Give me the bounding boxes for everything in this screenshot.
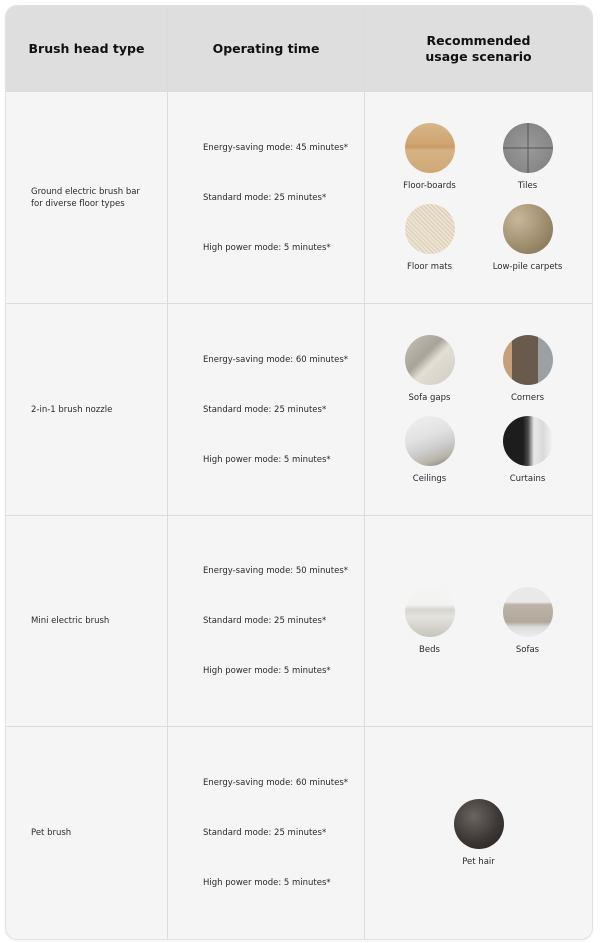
scenario-sofa-gaps xyxy=(381,335,479,404)
brush-head-type-cell xyxy=(6,92,168,303)
energy-saving-time: Energy-saving mode: 45 minutes* xyxy=(203,142,349,153)
high-power-time: High power mode: 5 minutes* xyxy=(203,242,331,253)
ceilings-image xyxy=(405,416,455,466)
high-power-time: High power mode: 5 minutes* xyxy=(203,878,331,888)
scenario-curtains xyxy=(479,416,577,485)
curtains-image xyxy=(503,416,553,466)
scenario-beds xyxy=(381,587,479,656)
energy-saving-time: Energy-saving mode: 60 minutes* xyxy=(203,778,349,788)
scenario-label: Ceilings xyxy=(412,473,447,484)
standard-time: Standard mode: 25 minutes* xyxy=(203,192,327,203)
header-recommended-usage: Recommended usage scenario xyxy=(425,32,532,64)
scenario-low-pile-carpets xyxy=(479,204,577,273)
usage-scenario-cell xyxy=(365,304,592,515)
scenario-label: Beds xyxy=(419,644,440,655)
standard-time: Standard mode: 25 minutes* xyxy=(203,404,327,415)
high-power-time: High power mode: 5 minutes* xyxy=(203,454,331,465)
brush-head-type: 2-in-1 brush nozzle xyxy=(31,404,113,415)
scenario-label: Tiles xyxy=(517,180,538,191)
scenario-label: Low-pile carpets xyxy=(492,261,563,272)
scenario-ceilings xyxy=(381,416,479,485)
low-pile-carpets-image xyxy=(503,204,553,254)
scenario-pet-hair xyxy=(430,799,528,868)
brush-head-type: Pet brush xyxy=(31,828,72,838)
standard-time: Standard mode: 25 minutes* xyxy=(203,828,327,838)
table-row xyxy=(6,92,592,304)
scenario-label: Pet hair xyxy=(462,856,495,867)
brush-head-type-cell xyxy=(6,304,168,515)
scenario-corners xyxy=(479,335,577,404)
scenario-label: Sofa gaps xyxy=(408,392,451,403)
header-operating-time: Operating time xyxy=(168,6,365,91)
beds-image xyxy=(405,587,455,637)
operating-time-cell xyxy=(168,92,365,303)
sofa-gaps-image xyxy=(405,335,455,385)
brush-head-comparison-table xyxy=(5,5,593,940)
brush-head-type: Mini electric brush xyxy=(31,616,110,626)
operating-time-cell xyxy=(168,727,365,939)
scenario-label: Curtains xyxy=(509,473,546,484)
high-power-time: High power mode: 5 minutes* xyxy=(203,666,331,676)
usage-scenario-cell xyxy=(365,727,592,939)
scenario-floorboards xyxy=(381,123,479,192)
operating-time-cell xyxy=(168,304,365,515)
table-header-row xyxy=(6,6,592,92)
scenario-tiles xyxy=(479,123,577,192)
scenario-label: Floor-boards xyxy=(403,180,456,191)
brush-head-type-cell xyxy=(6,516,168,726)
header-brush-head-type: Brush head type xyxy=(6,6,168,91)
corners-image xyxy=(503,335,553,385)
standard-time: Standard mode: 25 minutes* xyxy=(203,616,327,626)
brush-head-type: Ground electric brush bar for diverse floor types xyxy=(31,186,140,209)
scenario-label: Sofas xyxy=(515,644,540,655)
table-row xyxy=(6,516,592,727)
table-row xyxy=(6,727,592,939)
pet-hair-image xyxy=(454,799,504,849)
operating-time-cell xyxy=(168,516,365,726)
usage-scenario-cell xyxy=(365,516,592,726)
floor-mats-image xyxy=(405,204,455,254)
scenario-sofas xyxy=(479,587,577,656)
energy-saving-time: Energy-saving mode: 60 minutes* xyxy=(203,354,349,365)
floorboards-image xyxy=(405,123,455,173)
scenario-label: Floor mats xyxy=(406,261,453,272)
brush-head-type-cell xyxy=(6,727,168,939)
table-row xyxy=(6,304,592,516)
scenario-label: Corners xyxy=(510,392,545,403)
energy-saving-time: Energy-saving mode: 50 minutes* xyxy=(203,566,349,576)
tiles-image xyxy=(503,123,553,173)
scenario-floor-mats xyxy=(381,204,479,273)
sofas-image xyxy=(503,587,553,637)
usage-scenario-cell xyxy=(365,92,592,303)
